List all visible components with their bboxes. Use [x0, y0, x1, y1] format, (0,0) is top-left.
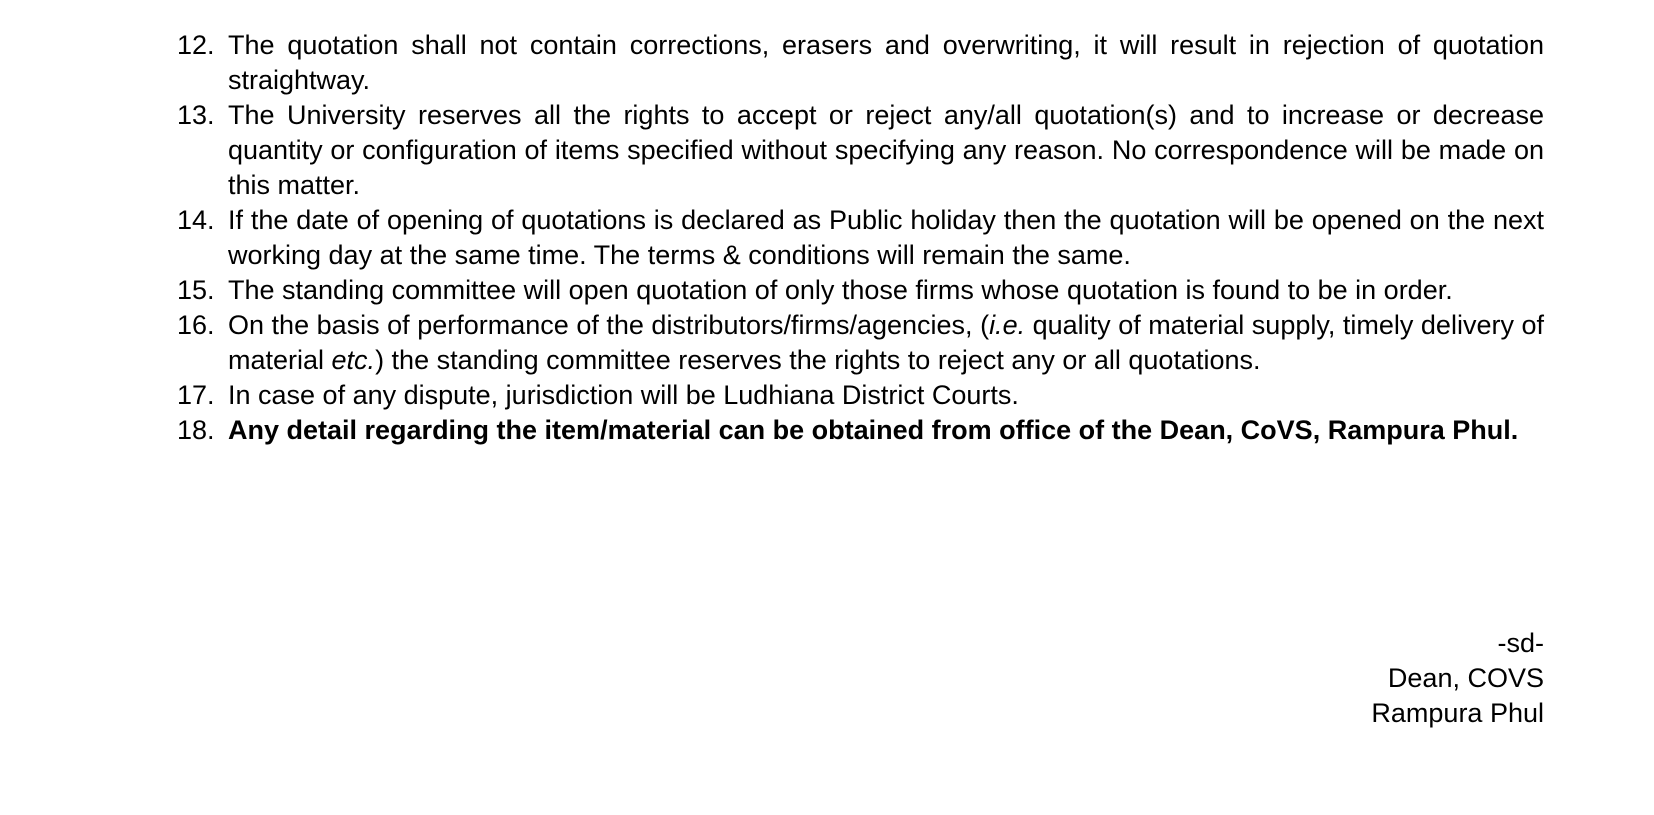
term-item-13	[177, 98, 1544, 203]
term-text-italic-etc: etc.	[331, 345, 376, 375]
term-number: 13.	[177, 100, 215, 130]
term-number: 12.	[177, 30, 215, 60]
term-text: The quotation shall not contain corrections, erasers and overwriting, it will result in rejection of quotation straightway.	[228, 30, 1544, 95]
term-number: 17.	[177, 380, 215, 410]
terms-list	[177, 28, 1544, 448]
signature-mark: -sd-	[1497, 628, 1544, 658]
term-text: The standing committee will open quotation of only those firms whose quotation is found to be in order.	[228, 275, 1453, 305]
signature-place: Rampura Phul	[1371, 698, 1544, 728]
term-number: 15.	[177, 275, 215, 305]
term-number: 14.	[177, 205, 215, 235]
term-item-16	[177, 308, 1544, 378]
term-item-14	[177, 203, 1544, 273]
term-text	[228, 310, 1544, 375]
term-item-18	[177, 413, 1544, 448]
term-text: If the date of opening of quotations is declared as Public holiday then the quotation will be opened on the next working day at the same time. The terms & conditions will remain the same.	[228, 205, 1544, 270]
term-item-17	[177, 378, 1544, 413]
term-text-part: ) the standing committee reserves the rights to reject any or all quotations.	[375, 345, 1261, 375]
term-text-bold: Any detail regarding the item/material can be obtained from office of the Dean, CoVS, Rampura Phul.	[228, 415, 1519, 445]
signature-designation: Dean, COVS	[1387, 663, 1544, 693]
term-number: 16.	[177, 310, 215, 340]
signature-block	[1371, 626, 1544, 731]
term-text-part: quality of material supply, timely delivery of material	[228, 310, 1544, 375]
term-text-part: On the basis of performance of the distributors/firms/agencies, (	[228, 310, 990, 340]
term-text-italic-ie: i.e.	[989, 310, 1026, 340]
term-text: The University reserves all the rights to accept or reject any/all quotation(s) and to increase or decrease quantity or configuration of items specified without specifying any reason. No correspondence will be made on this matter.	[228, 100, 1544, 200]
term-item-12	[177, 28, 1544, 98]
term-text: In case of any dispute, jurisdiction will be Ludhiana District Courts.	[228, 380, 1019, 410]
term-number: 18.	[177, 415, 215, 445]
term-item-15	[177, 273, 1544, 308]
